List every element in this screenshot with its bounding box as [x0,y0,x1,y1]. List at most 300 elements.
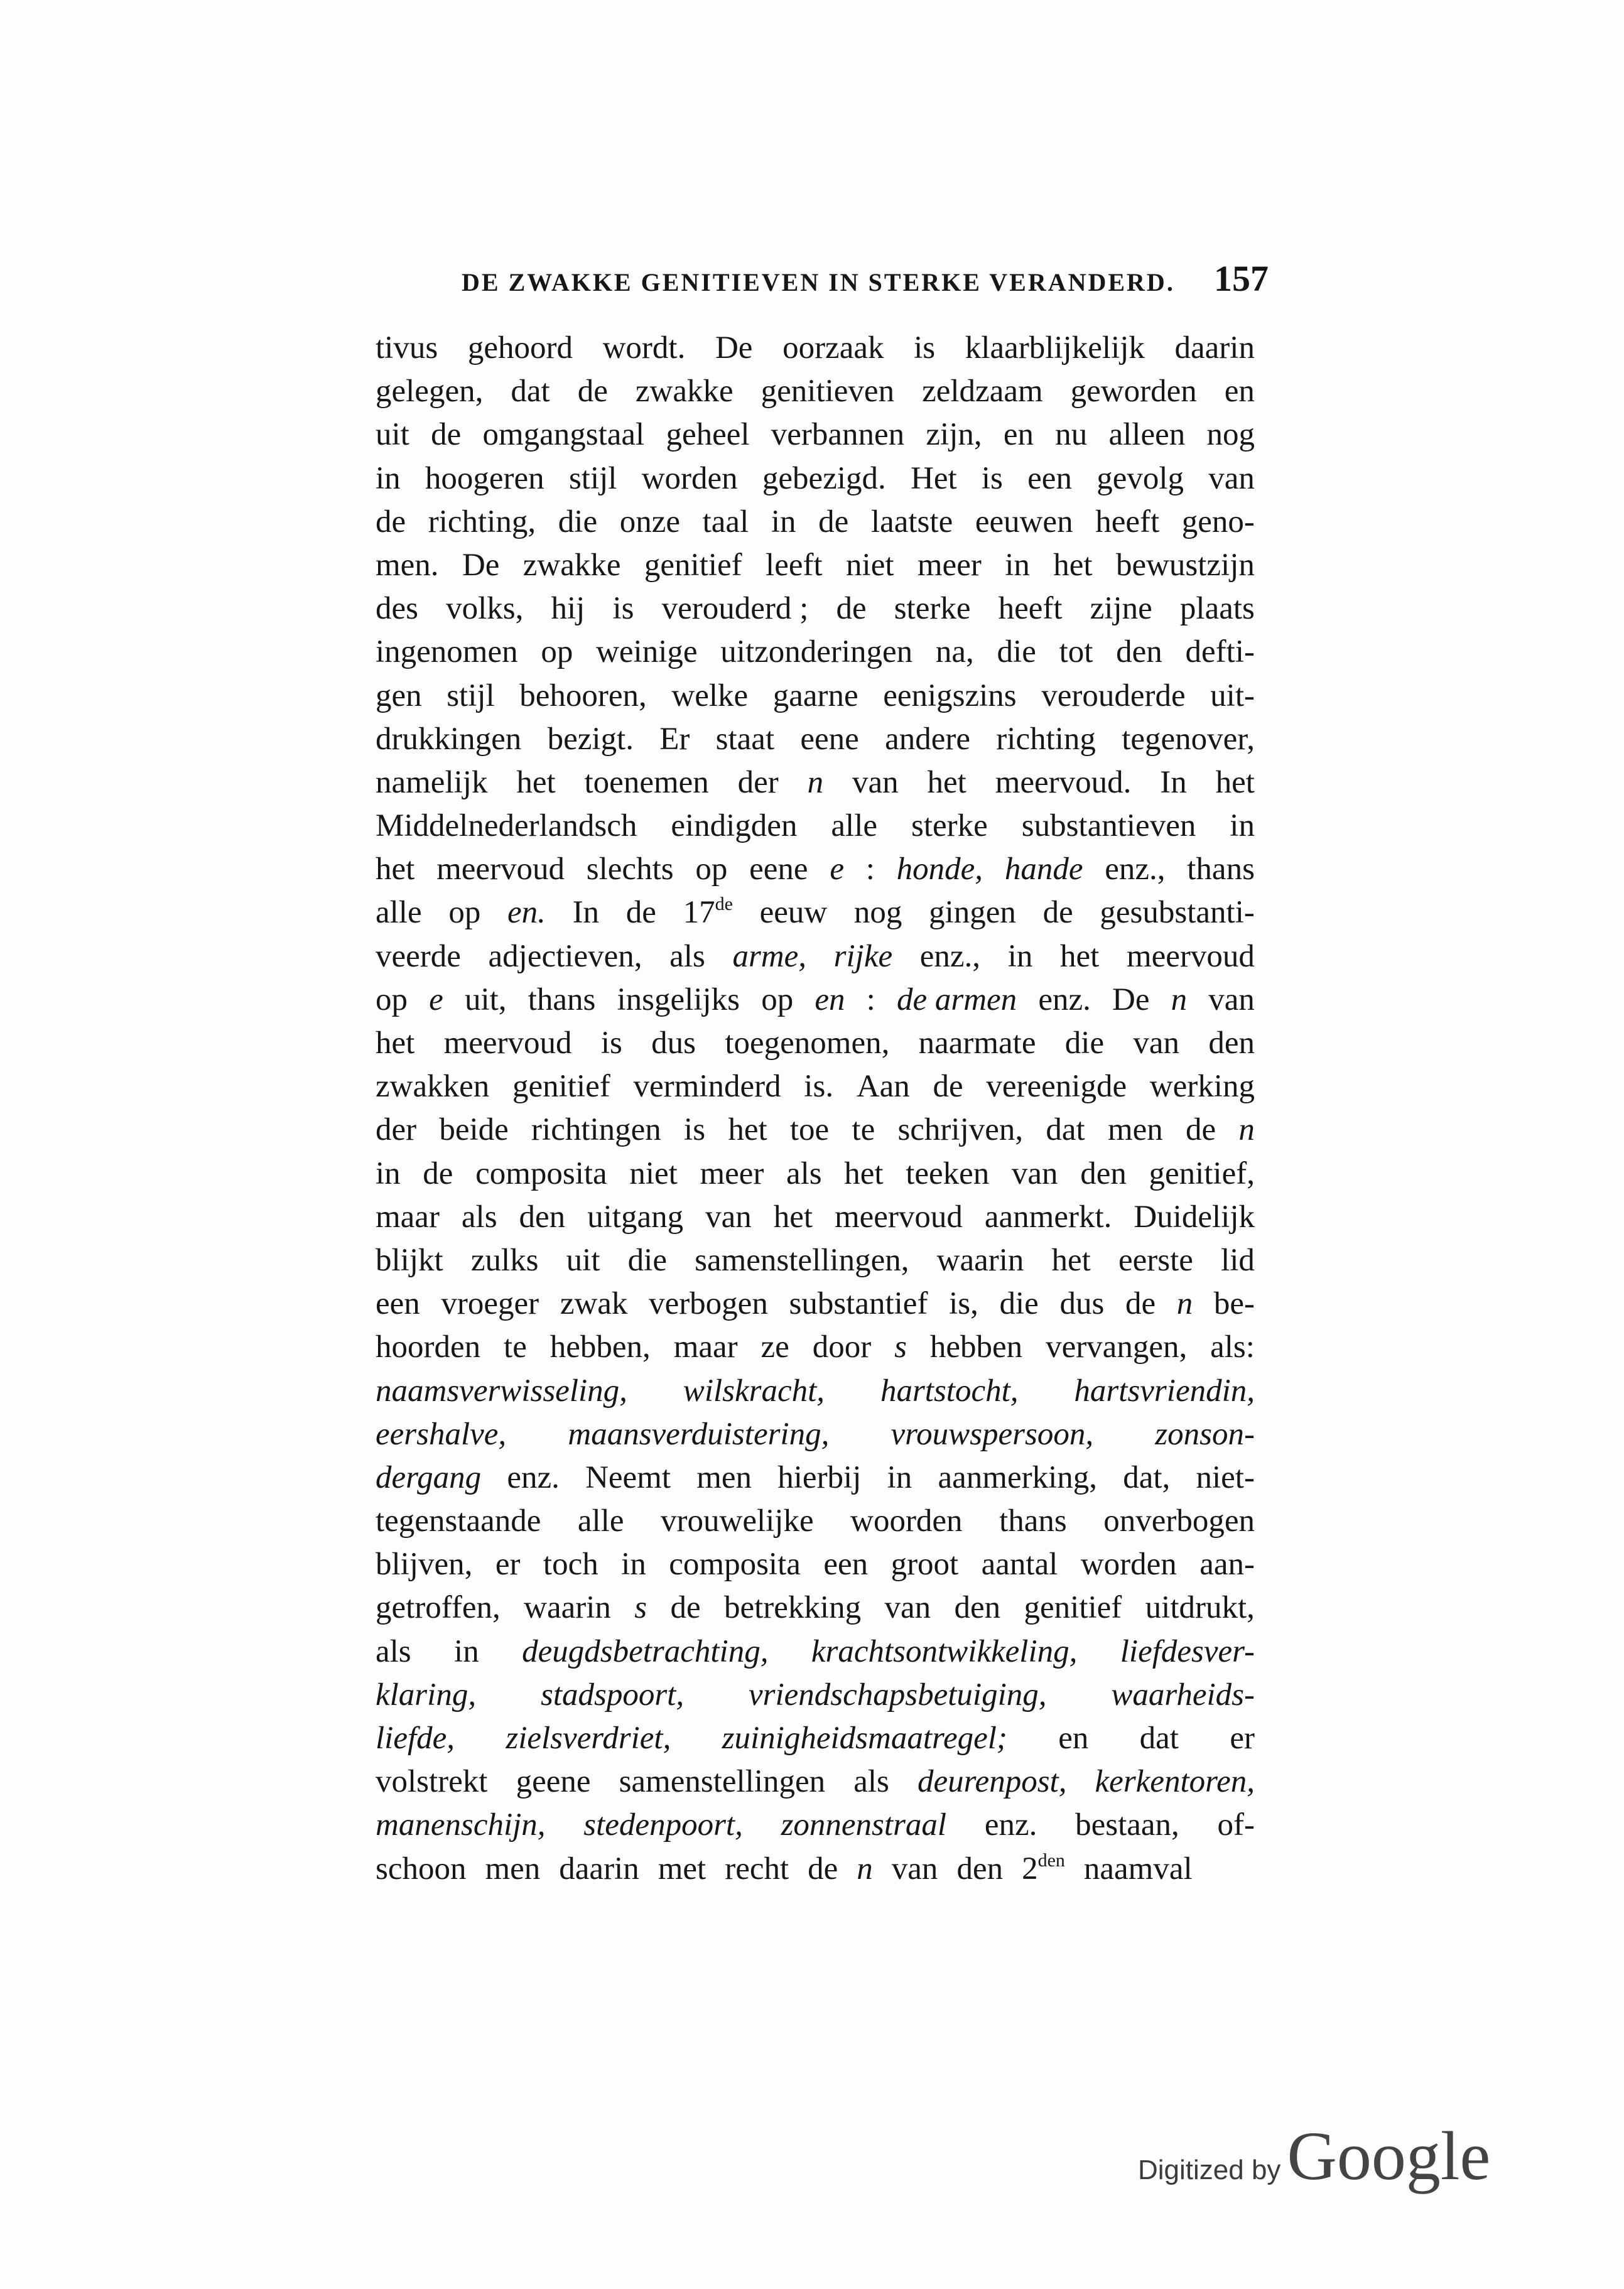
word: de [670,1590,701,1626]
word: dus [1059,1286,1105,1322]
word: bezigt. [547,721,634,757]
word: vriendschapsbetuiging, [749,1677,1047,1713]
word: daarin [559,1851,639,1886]
word: waarin [936,1242,1024,1278]
word: in [454,1633,479,1669]
word: blijkt [376,1242,443,1278]
word: Er [659,721,690,757]
word: enz., [919,938,981,974]
word: het [844,1155,884,1191]
word: dergang [376,1459,482,1495]
word: maansverduistering, [568,1416,830,1452]
word: hoogeren [425,460,544,496]
word: toegenomen, [725,1025,890,1061]
text-line [376,1065,1255,1108]
word: dat, [1123,1459,1171,1495]
word: wordt. [602,330,686,365]
word: eeuw [759,895,828,931]
word: van [884,1590,931,1626]
word: uit, [464,982,507,1017]
word: hierbij [777,1459,862,1495]
word: uit [566,1242,600,1278]
text-line [376,457,1255,501]
word: het [773,1199,813,1235]
word: van [852,764,899,800]
word: richting, [428,504,536,539]
word: als [461,1199,497,1235]
text-line [376,544,1255,587]
text-line [376,1456,1255,1500]
word: hartstocht, [880,1373,1019,1409]
text-line [376,1848,1255,1891]
word: de armen [896,982,1017,1017]
word: de [836,591,867,627]
word: zonnenstraal [781,1807,947,1843]
word: te [504,1329,527,1365]
word: gingen [929,895,1016,931]
word: en [1224,374,1255,409]
word: gaarne [772,678,858,713]
word: hij [551,591,585,627]
word: de [577,374,608,409]
word: in [621,1547,646,1583]
text-line [376,1674,1255,1717]
word: op [376,982,408,1017]
word: als [786,1155,822,1191]
word: meervoud [834,1199,963,1235]
word: eene [800,721,859,757]
word: den [1208,1025,1255,1061]
word: klaarblijkelijk [965,330,1145,365]
word: toenemen [584,764,709,800]
word: nog [853,895,902,931]
word: der [376,1112,417,1148]
word: zulks [470,1242,539,1278]
word: de [431,417,462,453]
word: behooren, [519,678,647,713]
word: worden [641,460,738,496]
text-line [376,587,1255,630]
word: der [737,764,779,800]
word: zielsverdriet, [506,1721,671,1756]
word: arme, [732,938,807,974]
word: er [495,1547,521,1583]
word: laatste [870,504,953,539]
text-line [376,1239,1255,1282]
running-title: DE ZWAKKE GENITIEVEN IN STERKE VERANDERD. [462,268,1175,296]
word: genitief [512,1069,610,1105]
word: eindigden [671,808,798,844]
google-logo: Google [1287,2118,1491,2194]
word: op [541,634,573,670]
word: door [812,1329,872,1365]
text-line [376,1282,1255,1326]
text-line [376,1717,1255,1760]
word: de [1125,1286,1156,1322]
word: liefdesver- [1120,1633,1255,1669]
word: rijke [833,938,893,974]
word: s [894,1329,907,1365]
word: in [771,504,796,539]
word: den [1116,634,1162,670]
word: den [954,1590,1001,1626]
word: deurenpost, [917,1764,1067,1800]
word: lid [1221,1242,1255,1278]
word: namelijk [376,764,488,800]
word: aantal [981,1547,1058,1583]
word: Het [911,460,957,496]
word: in [376,460,401,496]
word: als [669,938,705,974]
word: genitieven [761,374,895,409]
word: het [1060,938,1100,974]
word: zwakke [522,547,621,583]
word: meervoud [443,1025,572,1061]
word: genitief [644,547,742,583]
word: staat [715,721,775,757]
text-line [376,1760,1255,1804]
word: nu [1055,417,1088,453]
word: liefde, [376,1721,455,1756]
word: men [485,1851,541,1886]
word: substantieven [1021,808,1196,844]
word: niet [846,547,894,583]
word: veerde [376,938,461,974]
word: geheel [666,417,750,453]
word: die [558,504,598,539]
word: naamval [1083,1851,1193,1886]
word: geno- [1181,504,1255,539]
word: alle [577,1503,624,1539]
word: van [1011,1155,1058,1191]
word: niet- [1196,1459,1255,1495]
word: aanmerking, [938,1459,1097,1495]
word: het [1215,764,1255,800]
text-line [376,327,1255,370]
word: geworden [1070,374,1197,409]
text-line [376,1500,1255,1543]
word: geene [516,1764,591,1800]
word: hebben [929,1329,1023,1365]
word: hartsvriendin, [1074,1373,1255,1409]
word: aan- [1199,1547,1255,1583]
word: van [1133,1025,1180,1061]
word: deugdsbetrachting, [522,1633,769,1669]
word: is [981,460,1003,496]
word: in [887,1459,912,1495]
word: van [705,1199,752,1235]
word: heeft [998,591,1063,627]
word: be- [1213,1286,1255,1322]
word: het [927,764,966,800]
word: De [462,547,500,583]
word: eerste [1118,1242,1193,1278]
text-line [376,1196,1255,1239]
word: maar [673,1329,738,1365]
word: stijl [568,460,617,496]
word: alle [831,808,878,844]
word: In [572,895,600,931]
word: schoon [376,1851,467,1886]
word: is [914,330,936,365]
text-line [376,978,1255,1022]
word: is [600,1025,622,1061]
word: woorden [850,1503,963,1539]
word: de [808,1851,838,1886]
word: waarheids- [1111,1677,1255,1713]
word: meervoud. [995,764,1132,800]
word: ingenomen [376,634,518,670]
word: adjectieven, [488,938,642,974]
word: heeft [1095,504,1160,539]
text-line [376,804,1255,848]
word: zwak [560,1286,628,1322]
word: van [891,1851,938,1886]
text-line [376,1804,1255,1847]
word: des [376,591,418,627]
word: Neemt [585,1459,671,1495]
word: verminderd [633,1069,781,1105]
digitized-label: Digitized by [1138,2155,1281,2185]
word: enz. [1038,982,1091,1017]
word: tegenover, [1122,721,1255,757]
word: n [857,1851,873,1886]
word: kerkentoren, [1095,1764,1255,1800]
word: zijne [1090,591,1152,627]
word: betrekking [724,1590,862,1626]
word: alleen [1108,417,1186,453]
word: aanmerkt. [984,1199,1112,1235]
word: met [658,1851,706,1886]
word: en [1003,417,1034,453]
text-line [376,848,1255,891]
word: samenstellingen [619,1764,826,1800]
digitized-by-watermark [1138,2116,1490,2196]
page-number: 157 [1214,258,1269,299]
word: composita [475,1155,607,1191]
word: een [376,1286,420,1322]
word: uitdrukt, [1145,1590,1255,1626]
word: blijven, [376,1547,473,1583]
word: recht [725,1851,789,1886]
word: groot [890,1547,959,1583]
text-line [376,630,1255,674]
word: hebben, [549,1329,651,1365]
text-line [376,1413,1255,1456]
word: stadspoort, [540,1677,685,1713]
text-line [376,1108,1255,1152]
word: het [376,1025,415,1061]
word: beide [439,1112,509,1148]
word: gebezigd. [762,460,886,496]
word: de [818,504,849,539]
text-line [376,1326,1255,1369]
word: leeft [766,547,823,583]
word: het [516,764,556,800]
word: op [761,982,794,1017]
word: werking [1149,1069,1255,1105]
word: oorzaak [782,330,884,365]
word: van [1208,982,1255,1017]
word: n [807,764,824,800]
word: den [519,1199,566,1235]
word: n [1238,1112,1255,1148]
text-line [376,674,1255,718]
word: krachtsontwikkeling, [811,1633,1078,1669]
word: drukkingen [376,721,522,757]
word: gehoord [467,330,573,365]
text-line [376,1370,1255,1413]
word: die [627,1242,667,1278]
word: De [1112,982,1150,1017]
word: bewustzijn [1115,547,1255,583]
word: wilskracht, [683,1373,825,1409]
word: in [1230,808,1255,844]
word: eenigszins [883,678,1017,713]
word: vrouwelijke [661,1503,814,1539]
text-line [376,935,1255,978]
word: als [853,1764,889,1800]
word: sterke [894,591,971,627]
word: onze [619,504,680,539]
word: die [1064,1025,1105,1061]
word: de [625,895,656,931]
word: richting [996,721,1096,757]
word: e [830,852,844,887]
word: gelegen, [376,374,484,409]
word: alle [376,895,422,931]
word: genitief [1024,1590,1122,1626]
word: en. [507,895,546,931]
word: taal [702,504,749,539]
text-line [376,413,1255,457]
word: vroeger [441,1286,539,1322]
word: $2^{den}$ [1022,1849,1065,1886]
word: : [866,982,875,1017]
word: verbannen [771,417,905,453]
text-line [376,891,1255,934]
word: plaats [1179,591,1255,627]
word: thans [999,1503,1067,1539]
word: In [1160,764,1187,800]
word: substantief [789,1286,928,1322]
word: s [634,1590,647,1626]
word: thans [1187,852,1255,887]
word: een [823,1547,869,1583]
word: het [1053,547,1093,583]
word: het [728,1112,767,1148]
word: eershalve, [376,1416,507,1452]
word: gen [376,678,422,713]
word: niet [629,1155,678,1191]
word: verouderde [1041,678,1186,713]
word: men [696,1459,752,1495]
word: 17de [683,894,733,931]
word: stedenpoort, [583,1807,743,1843]
word: onverbogen [1103,1503,1255,1539]
word: enz., [1105,852,1166,887]
word: dat [511,374,550,409]
word: is [684,1112,706,1148]
word: vrouwspersoon, [890,1416,1094,1452]
word: meer [700,1155,764,1191]
word: omgangstaal [482,417,645,453]
word: richtingen [531,1112,661,1148]
word: volks, [446,591,524,627]
word: zonson- [1155,1416,1255,1452]
word: eeuwen [975,504,1073,539]
word: hoorden [376,1329,481,1365]
word: tot [1059,634,1093,670]
word: genitief, [1149,1155,1255,1191]
word: in [376,1155,401,1191]
word: welke [671,678,749,713]
word: die [999,1286,1039,1322]
word: uit- [1210,678,1255,713]
text-line [376,761,1255,804]
word: als: [1210,1329,1255,1365]
word: is [612,591,634,627]
word: sterke [911,808,988,844]
word: als [376,1633,411,1669]
word: verbogen [649,1286,768,1322]
word: vervangen, [1046,1329,1188,1365]
word: dat [1139,1721,1179,1756]
word: uitzonderingen [720,634,913,670]
word: honde, [896,852,983,887]
word: vereenigde [986,1069,1127,1105]
word: op [448,895,481,931]
word: dus [651,1025,696,1061]
word: composita [669,1547,801,1583]
word: maar [376,1199,440,1235]
word: eene [749,852,808,887]
word: zuinigheidsmaatregel; [722,1721,1007,1756]
word: insgelijks [617,982,740,1017]
word: en [1058,1721,1089,1756]
word: men. [376,547,439,583]
word: tivus [376,330,438,365]
word: daarin [1174,330,1255,365]
body-text [376,327,1255,1891]
word: er [1230,1721,1255,1756]
word: bestaan, [1075,1807,1179,1843]
word: manenschijn, [376,1807,546,1843]
word: een [1027,460,1072,496]
word: in [1005,547,1030,583]
word: en [815,982,845,1017]
word: de [1042,895,1073,931]
word: toe [789,1112,830,1148]
word: ze [761,1329,789,1365]
word: enz. [984,1807,1037,1843]
word: te [852,1112,875,1148]
word: n [1171,982,1188,1017]
running-head [462,257,1269,300]
word: meervoud [436,852,565,887]
word: de [933,1069,963,1105]
text-line [376,370,1255,413]
word: zijn, [926,417,982,453]
word: klaring, [376,1677,477,1713]
word: is, [949,1286,978,1322]
word: is. [804,1069,834,1105]
word: volstrekt [376,1764,488,1800]
word: Aan [856,1069,910,1105]
word: meer [917,547,982,583]
word: het [376,852,415,887]
word: zwakken [376,1069,490,1105]
